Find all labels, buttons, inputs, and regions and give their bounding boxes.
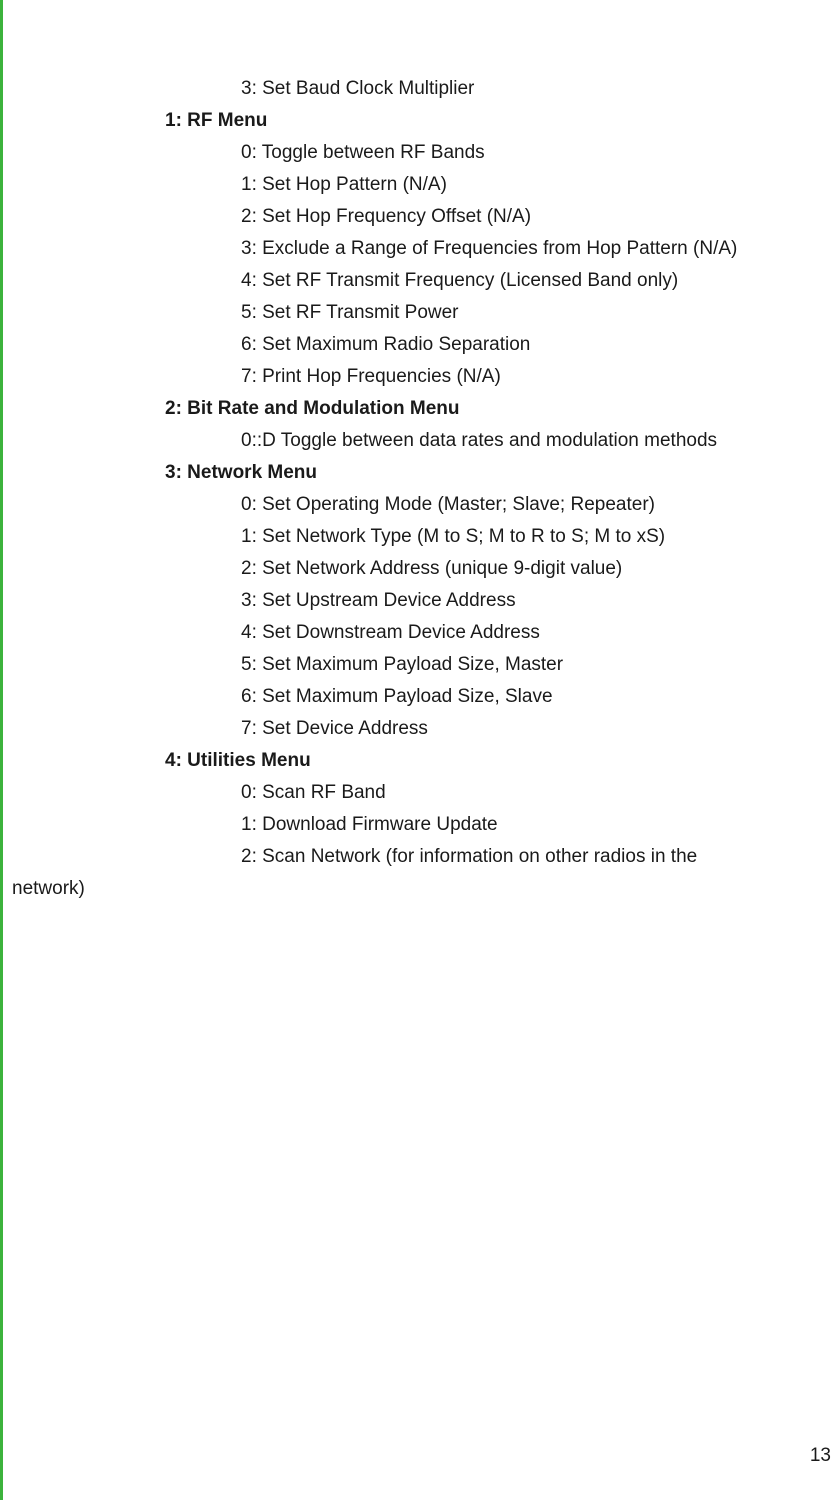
menu-item: 2: Set Hop Frequency Offset (N/A)	[241, 206, 532, 227]
page-left-border	[0, 0, 3, 1500]
menu-item: 4: Set RF Transmit Frequency (Licensed Band only)	[241, 270, 679, 291]
menu-item: 7: Set Device Address	[241, 718, 428, 739]
menu-heading-rf: 1: RF Menu	[165, 110, 268, 131]
menu-item: 3: Exclude a Range of Frequencies from Hop Pattern (N/A)	[241, 238, 738, 259]
menu-heading-network: 3: Network Menu	[165, 462, 318, 483]
menu-item: 1: Set Hop Pattern (N/A)	[241, 174, 447, 195]
menu-item: 6: Set Maximum Radio Separation	[241, 334, 531, 355]
menu-item: 0: Set Operating Mode (Master; Slave; Repeater)	[241, 494, 655, 515]
menu-item: 3: Set Upstream Device Address	[241, 590, 516, 611]
menu-heading-utilities: 4: Utilities Menu	[165, 750, 311, 771]
menu-item: 0: Toggle between RF Bands	[241, 142, 485, 163]
menu-heading-bit-rate: 2: Bit Rate and Modulation Menu	[165, 398, 460, 419]
menu-item: 6: Set Maximum Payload Size, Slave	[241, 686, 553, 707]
page-number: 13	[809, 1445, 831, 1466]
menu-item: 7: Print Hop Frequencies (N/A)	[241, 366, 501, 387]
menu-item: 0::D Toggle between data rates and modulation methods	[241, 430, 718, 451]
menu-item: 2: Scan Network (for information on other radios in the	[241, 846, 698, 867]
menu-item: 5: Set Maximum Payload Size, Master	[241, 654, 564, 675]
menu-item-continuation: network)	[12, 878, 85, 899]
menu-item: 0: Scan RF Band	[241, 782, 386, 803]
menu-item: 5: Set RF Transmit Power	[241, 302, 459, 323]
menu-item: 1: Download Firmware Update	[241, 814, 498, 835]
menu-item: 3: Set Baud Clock Multiplier	[241, 78, 475, 99]
menu-item: 1: Set Network Type (M to S; M to R to S; M to xS)	[241, 526, 666, 547]
menu-item: 4: Set Downstream Device Address	[241, 622, 540, 643]
menu-item: 2: Set Network Address (unique 9-digit value)	[241, 558, 623, 579]
